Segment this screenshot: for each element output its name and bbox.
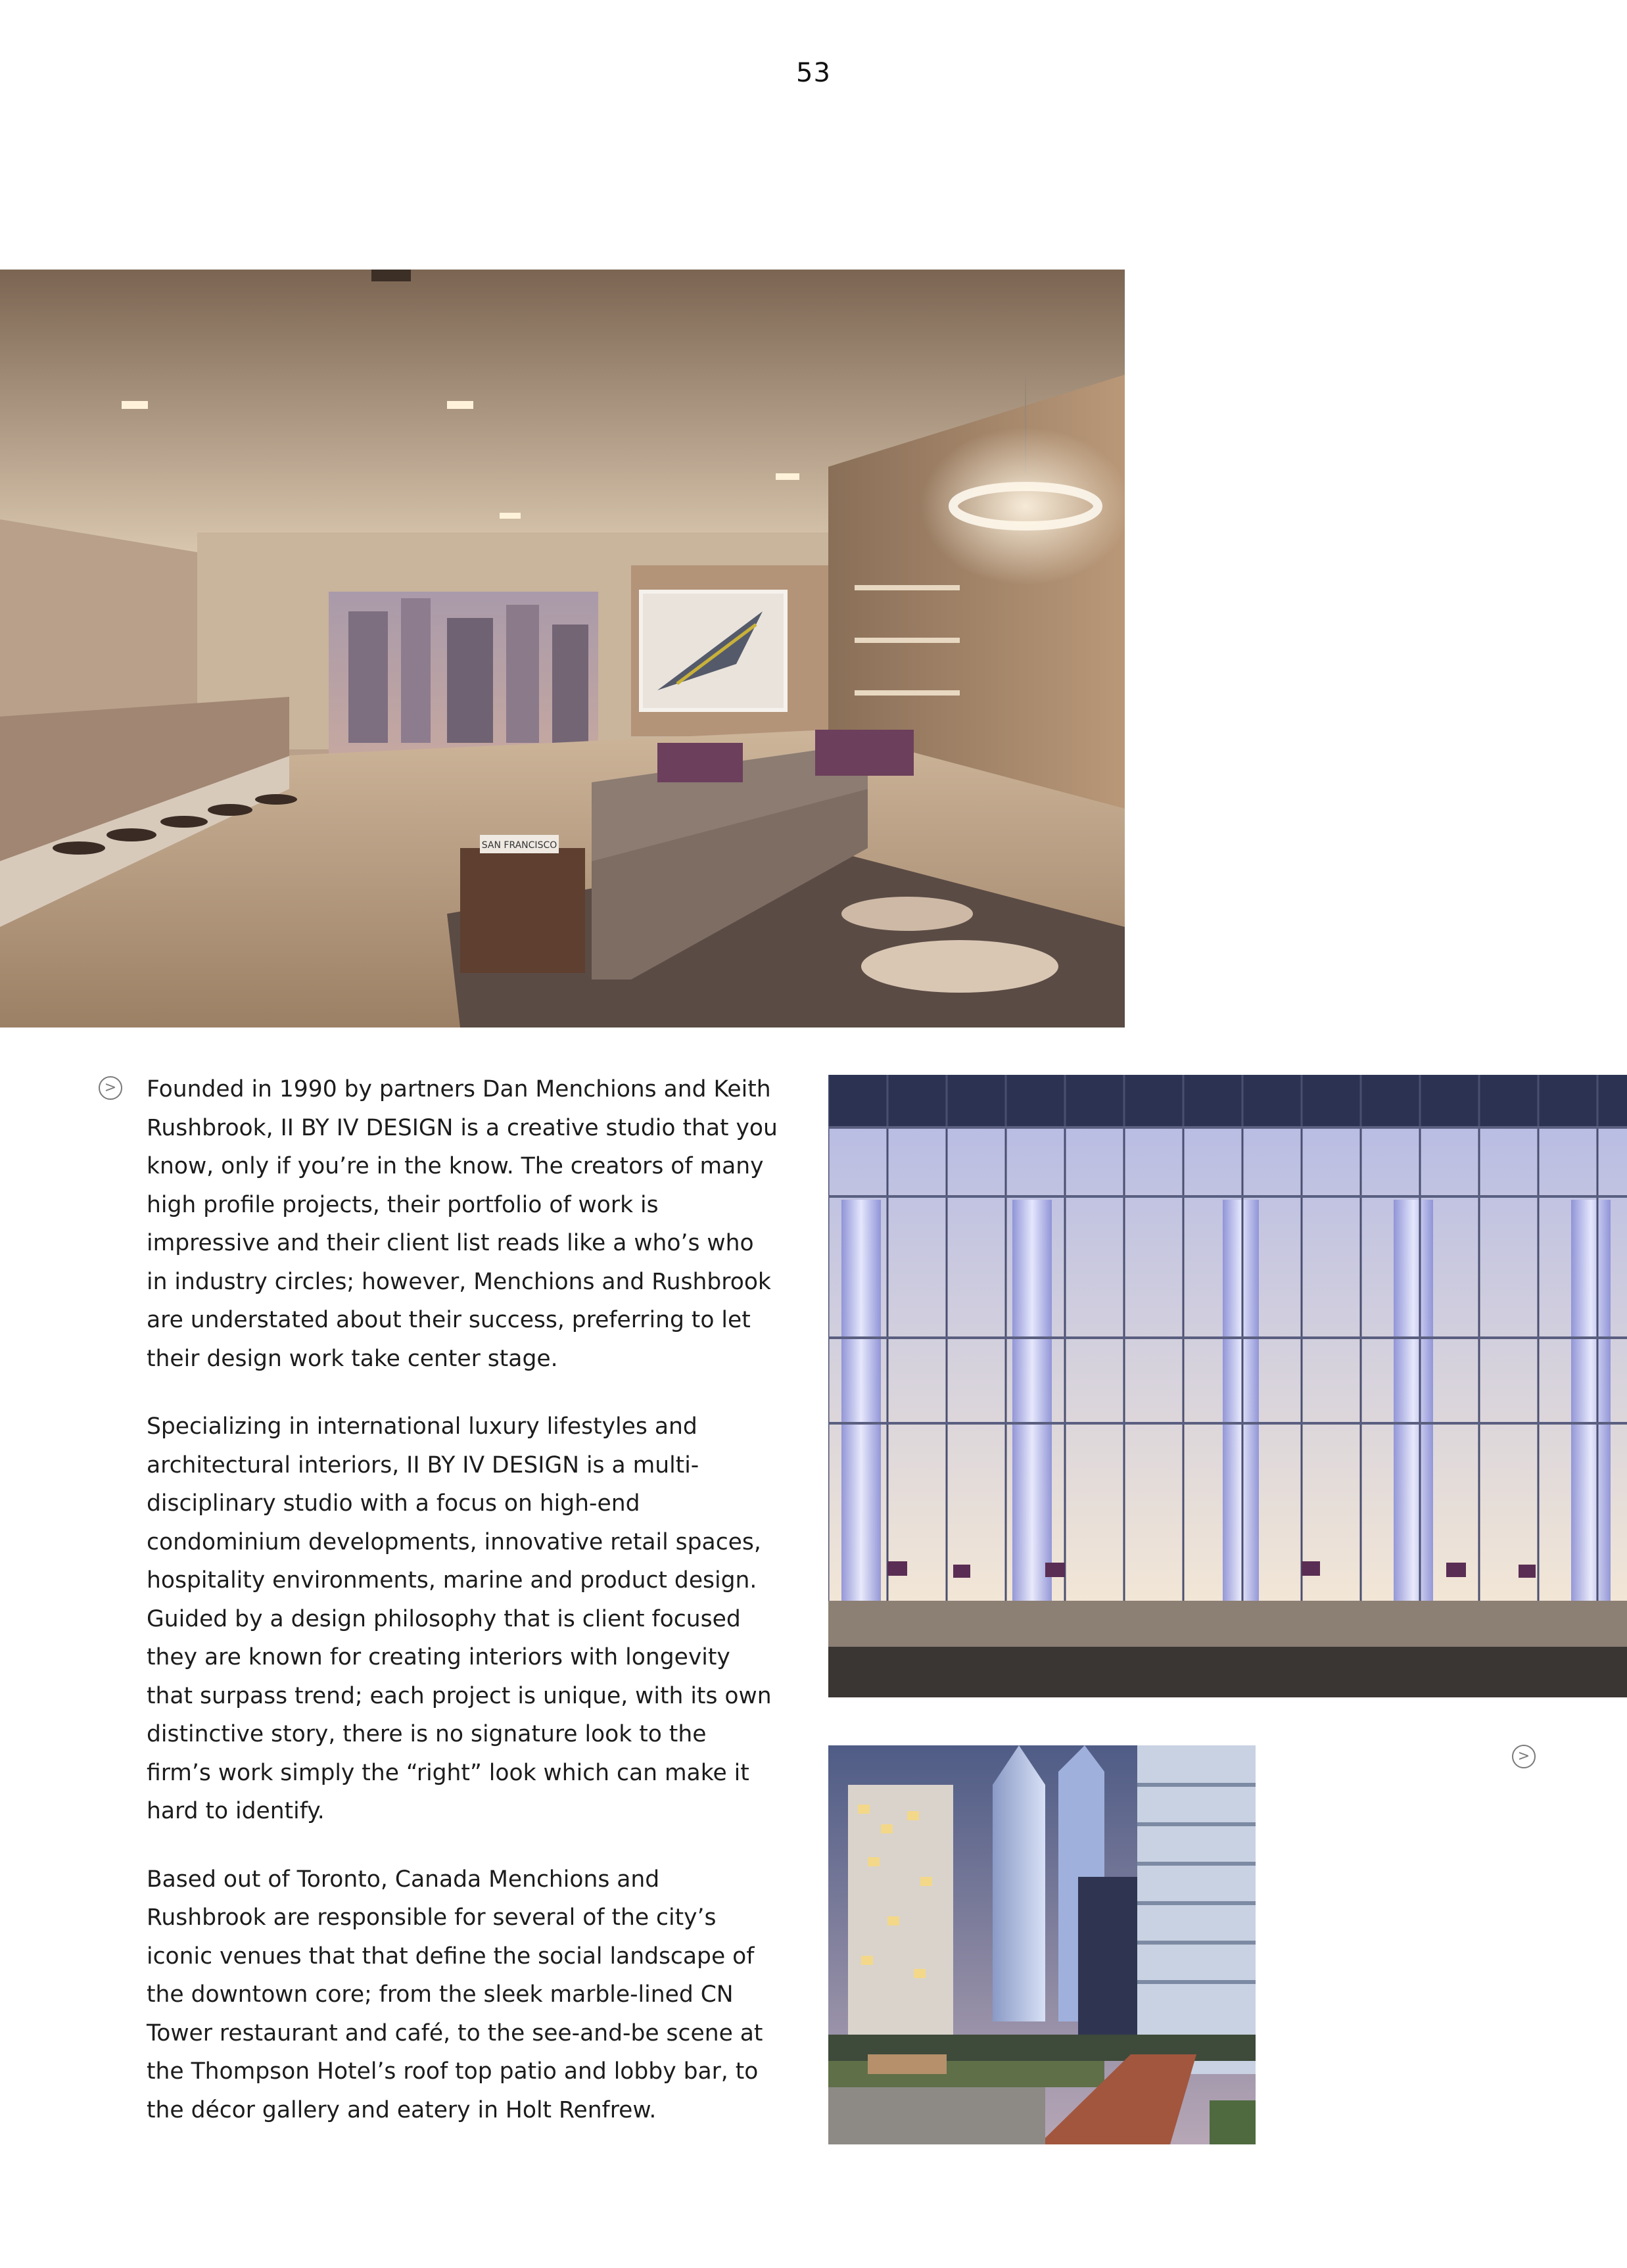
- building-facade-illustration: [828, 1075, 1627, 1697]
- book-title-text: SAN FRANCISCO: [481, 840, 557, 851]
- building-facade-photo: [828, 1075, 1627, 1697]
- circled-arrow-icon: >: [1512, 1745, 1536, 1768]
- article-paragraph-1: Founded in 1990 by partners Dan Menchions and Keith Rushbrook, II BY IV DESIGN is a creative studio that you know, only if you’re in the know. The creators of many high profile projects, their portfolio of work is impressive and their client list reads like a who’s who in industry circles; however, Menchions and Rushbrook are understated about their success, preferring to let their design work take center stage.: [147, 1076, 778, 1372]
- rooftop-terrace-illustration: [828, 1745, 1256, 2144]
- rooftop-terrace-photo: [828, 1745, 1256, 2144]
- article-body: [147, 1070, 778, 2159]
- lounge-interior-illustration: [0, 270, 1125, 1028]
- page-number: 53: [796, 58, 831, 88]
- circled-arrow-icon: >: [99, 1076, 122, 1100]
- article-paragraph-2: Specializing in international luxury lifestyles and architectural interiors, II BY IV DESIGN is a multi-disciplinary studio with a focus on high-end condominium developments, innovative retail spaces, hospitality environments, marine and product design. Guided by a design philosophy that is client focused they are known for creating interiors with longevity that surpass trend; each project is unique, with its own distinctive story, there is no signature look to the firm’s work simply the “right” look which can make it hard to identify.: [147, 1413, 772, 1824]
- article-paragraph-3: Based out of Toronto, Canada Menchions and Rushbrook are responsible for several of the city’s iconic venues that that define the social landscape of the downtown core; from the sleek marble-lined CN Tower restaurant and café, to the see-and-be scene at the Thompson Hotel’s roof top patio and lobby bar, to the décor gallery and eatery in Holt Renfrew.: [147, 1866, 763, 2123]
- lounge-interior-photo: [0, 270, 1125, 1028]
